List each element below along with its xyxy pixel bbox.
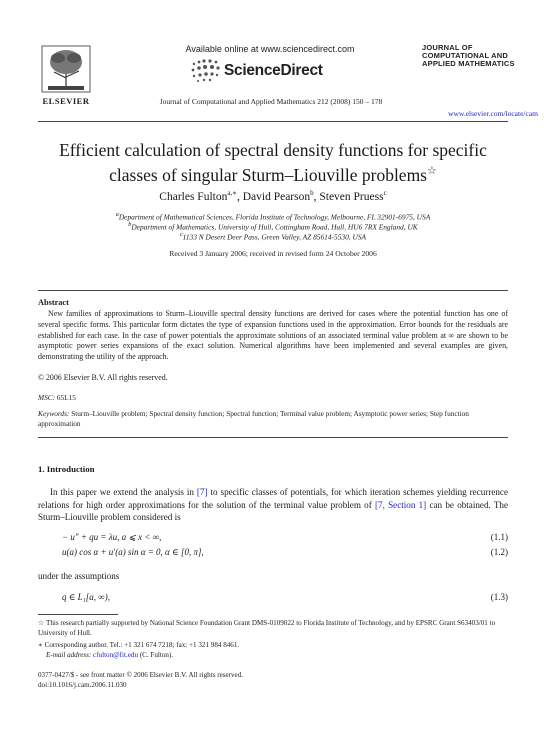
journal-citation: Journal of Computational and Applied Mathematics 212 (2008) 150 – 178 — [159, 97, 383, 106]
footnote-email — [38, 651, 508, 661]
body-text: under the assumptions — [38, 571, 120, 581]
abstract-copyright: © 2006 Elsevier B.V. All rights reserved. — [38, 373, 168, 382]
equation: q ∈ L₁[a, ∞), — [62, 592, 110, 602]
author-name: David Pearson — [242, 190, 311, 203]
available-online-text: Available online at www.sciencedirect.com — [185, 44, 355, 54]
journal-logo-line: COMPUTATIONAL AND — [422, 51, 509, 60]
journal-url-link[interactable]: www.elsevier.com/locate/cam — [448, 109, 538, 118]
abstract-top-divider — [38, 290, 508, 291]
title-line-text: classes of singular Sturm–Liouville problems — [109, 164, 427, 185]
equation-number: (1.1) — [490, 532, 508, 542]
publisher-name: ELSEVIER — [42, 96, 90, 106]
journal-logo — [422, 44, 515, 68]
abstract-body: New families of approximations to Sturm–Liouville spectral density functions are derived for cases where the potential function has one of several specific forms. This particular form dictates the type of expansion functions used in the approximation. Error bounds for the residuals are established for each case. In the case of power potentials the approximate solutions of an associated terminal value problem at ∞ are shown to be asymptotic power series expansions of the exact solution. Numerical algorithms have been implemented and several examples are given, demonstrating the utility of the approach. — [38, 309, 508, 362]
title-line — [38, 161, 508, 186]
abstract-heading: Abstract — [38, 298, 69, 307]
journal-logo-line: APPLIED MATHEMATICS — [422, 59, 515, 68]
citation-link[interactable]: [7] — [196, 487, 208, 497]
paragraph-text: can be obtained. The Sturm–Liouville problem considered is — [38, 499, 509, 522]
citation-link[interactable]: [7, Section 1] — [375, 499, 427, 510]
email-suffix: (C. Fulton). — [139, 651, 174, 659]
issn-line: 0377-0427/$ - see front matter © 2006 Elsevier B.V. All rights reserved. — [38, 671, 244, 679]
sciencedirect-dots-icon — [190, 58, 222, 84]
paragraph-text: In this paper we extend the analysis in — [50, 487, 197, 497]
author-list: Charles Fulton$^{a,∗}$, David Pearson$^b$, Steven Pruess$^c$ — [159, 189, 387, 203]
affiliation — [38, 212, 508, 221]
equation-number: (1.2) — [490, 547, 508, 557]
abstract-bottom-divider — [38, 437, 508, 438]
affiliation-text: 1133 N Desert Deer Pass, Green Valley, AZ 85614-5530, USA — [182, 232, 367, 242]
title-footnote-mark[interactable]: ☆ — [427, 165, 437, 177]
affiliation — [38, 232, 508, 241]
msc-value: 65L15 — [56, 393, 76, 402]
author-affiliation-mark[interactable]: c — [383, 189, 387, 197]
author-name: Steven Pruess — [319, 190, 384, 203]
affiliation-text: Department of Mathematical Sciences, Florida Institute of Technology, Melbourne, FL 32901-6975, USA — [118, 212, 431, 222]
equation-number: (1.3) — [490, 592, 508, 602]
paragraph-text: to specific classes of potentials, for which iteration schemes yielding recurrence relations for high order approximations for the solution of the terminal value problem of — [38, 487, 508, 510]
author-affiliation-mark[interactable]: a,∗ — [227, 189, 237, 197]
msc-label: MSC: — [38, 393, 56, 402]
keywords — [38, 409, 508, 429]
footnote-funding: ☆ This research partially supported by National Science Foundation Grant DMS-0109022 to Florida Institute of Technology, and by EPSRC Grant S63403/01 to University of Hull. — [38, 619, 496, 637]
doi-line[interactable]: doi:10.1016/j.cam.2006.11.030 — [38, 681, 127, 689]
affiliation-text: Department of Mathematics, University of Hull, Cottingham Road, Hull, HU6 7RX England, UK — [131, 222, 418, 232]
received-dates: Received 3 January 2006; received in revised form 24 October 2006 — [169, 249, 377, 258]
article-title — [38, 140, 508, 186]
footnote-divider — [38, 614, 118, 615]
affiliation — [38, 222, 508, 231]
affiliation-mark: a — [115, 212, 119, 218]
journal-logo-line: JOURNAL OF — [422, 43, 473, 52]
title-line: Efficient calculation of spectral density functions for specific — [59, 140, 487, 160]
sciencedirect-wordmark: ScienceDirect — [224, 62, 323, 79]
intro-paragraph — [38, 486, 508, 524]
keywords-label: Keywords: — [38, 409, 70, 418]
msc-classification — [38, 393, 76, 402]
affiliation-mark: b — [128, 222, 132, 228]
email-link[interactable]: cfulton@fit.edu — [93, 651, 138, 659]
author-affiliation-mark[interactable]: b — [310, 189, 314, 197]
footnote-corresponding: ∗ Corresponding author. Tel.: +1 321 674 7218; fax: +1 321 984 8461. — [38, 641, 240, 649]
equation: − u″ + qu = λu, a ⩽ x < ∞, — [62, 532, 162, 542]
author-name: Charles Fulton — [159, 190, 228, 203]
section-heading: 1. Introduction — [38, 464, 95, 474]
email-label: E-mail address: — [46, 651, 92, 659]
affiliation-mark: c — [179, 232, 183, 238]
header-divider — [38, 121, 508, 122]
keywords-value: Sturm–Liouville problem; Spectral density function; Spectral function; Terminal value problem; Asymptotic power series; Step function approximation — [38, 409, 469, 428]
equation: u(a) cos α + u′(a) sin α = 0, α ∈ [0, π], — [62, 547, 204, 557]
